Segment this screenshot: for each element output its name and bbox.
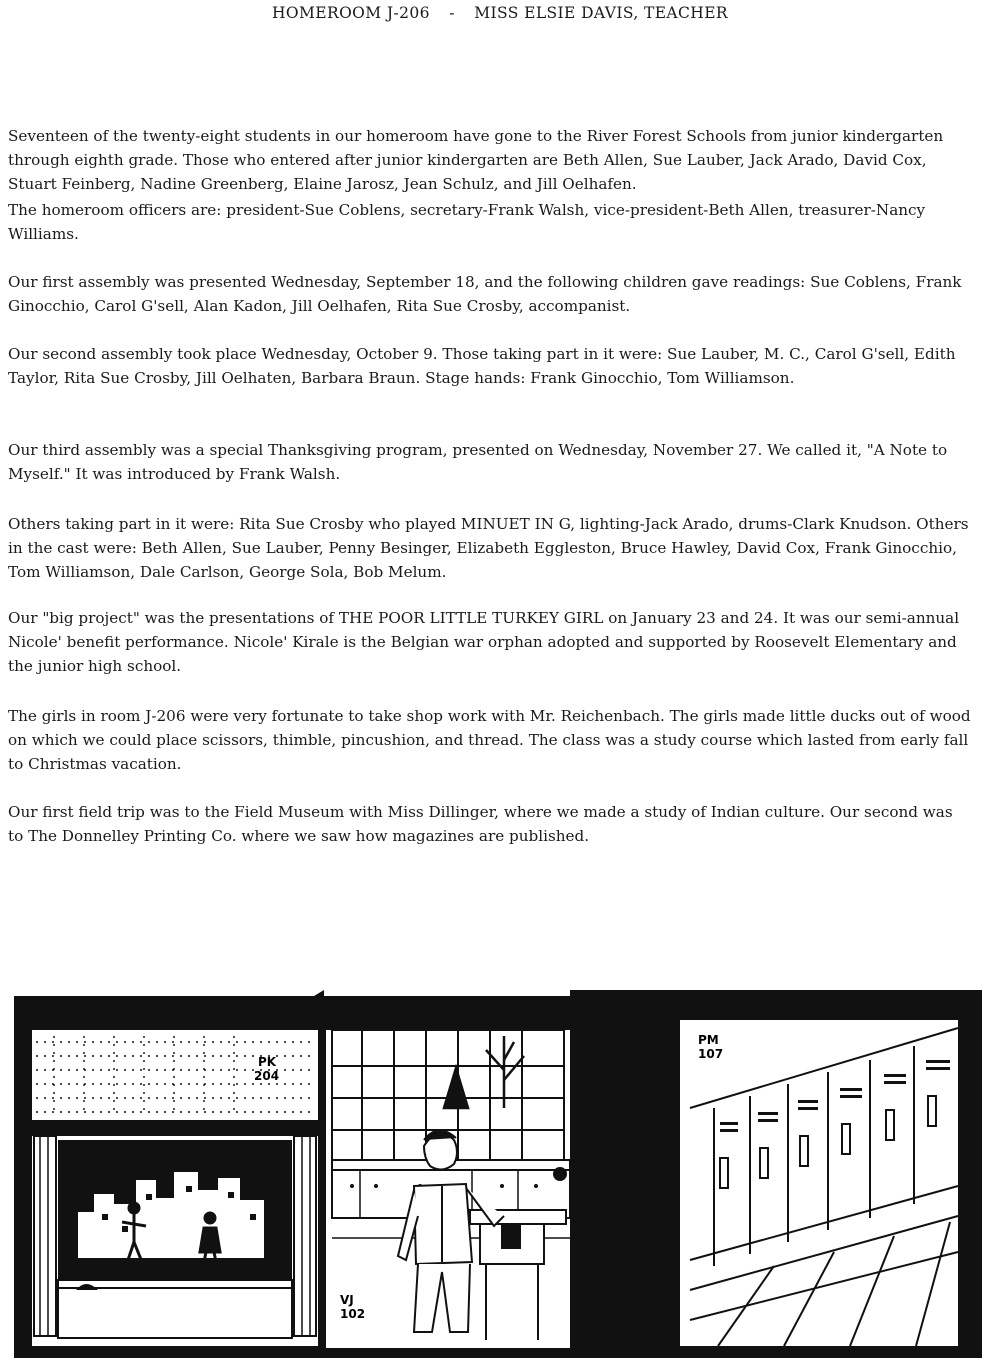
- header-separator: -: [449, 4, 455, 22]
- homeroom-title: HOMEROOM J-206: [271, 4, 430, 22]
- illustration-strip: [14, 990, 982, 1358]
- initials-pm: PM: [698, 1033, 719, 1047]
- paragraph-second-assembly: Our second assembly took place Wednesday, October 9. Those taking part in it were: Sue Lauber, M. C., Carol G'sell, Edith Taylor, Rita Sue Crosby, Jill Oelhaten, Barbara Braun. Stage hands: Frank Ginocchio, Tom Williamson.: [8, 345, 956, 387]
- panel-shop: [326, 1030, 570, 1348]
- paragraph-field-trips: Our first field trip was to the Field Museum with Miss Dillinger, where we made a study of Indian culture. Our second was to The Donnelley Printing Co. where we saw how magazines are published.: [8, 803, 953, 845]
- paragraph-officers: The homeroom officers are: president-Sue Coblens, secretary-Frank Walsh, vice-president-Beth Allen, treasurer-Nancy Williams.: [8, 201, 926, 243]
- initials-pk: PK: [258, 1055, 277, 1069]
- panel-stage: [32, 1030, 318, 1346]
- paragraph-cast: Others taking part in it were: Rita Sue Crosby who played MINUET IN G, lighting-Jack Arado, drums-Clark Knudson. Others in the cast were: Beth Allen, Sue Lauber, Penny Besinger, Elizabeth Eggleston, Bruce Hawley, David Cox, Frank Ginocchio, Tom Williamson, Dale Carlson, George Sola, Bob Melum.: [8, 515, 969, 581]
- paragraph-third-assembly: Our third assembly was a special Thanksgiving program, presented on Wednesday, November 27. We called it, "A Note to Myself." It was introduced by Frank Walsh.: [8, 441, 948, 483]
- initials-vj: VJ: [340, 1293, 354, 1307]
- paragraph-big-project: Our "big project" was the presentations of THE POOR LITTLE TURKEY GIRL on January 23 and 24. It was our semi-annual Nicole' benefit performance. Nicole' Kirale is the Belgian war orphan adopted and supported by Roosevelt Elementary and the junior high school.: [8, 609, 960, 675]
- panel-lockers: [680, 1020, 958, 1346]
- page-header: [0, 4, 1000, 22]
- initials-102: 102: [340, 1307, 366, 1321]
- teacher-name: MISS ELSIE DAVIS, TEACHER: [474, 4, 728, 22]
- initials-107: 107: [698, 1047, 724, 1061]
- initials-204: 204: [254, 1069, 280, 1083]
- paragraph-students: Seventeen of the twenty-eight students in our homeroom have gone to the River Forest Schools from junior kindergarten through eighth grade. Those who entered after junior kindergarten are Beth Allen, Sue Lauber, Jack Arado, David Cox, Stuart Feinberg, Nadine Greenberg, Elaine Jarosz, Jean Schulz, and Jill Oelhafen.: [8, 127, 944, 193]
- paragraph-first-assembly: Our first assembly was presented Wednesday, September 18, and the following children gave readings: Sue Coblens, Frank Ginocchio, Carol G'sell, Alan Kadon, Jill Oelhafen, Rita Sue Crosby, accompanist.: [8, 273, 962, 315]
- paragraph-shop-work: The girls in room J-206 were very fortunate to take shop work with Mr. Reichenbach. The girls made little ducks out of wood on which we could place scissors, thimble, pincushion, and thread. The class was a study course which lasted from early fall to Christmas vacation.: [8, 707, 971, 773]
